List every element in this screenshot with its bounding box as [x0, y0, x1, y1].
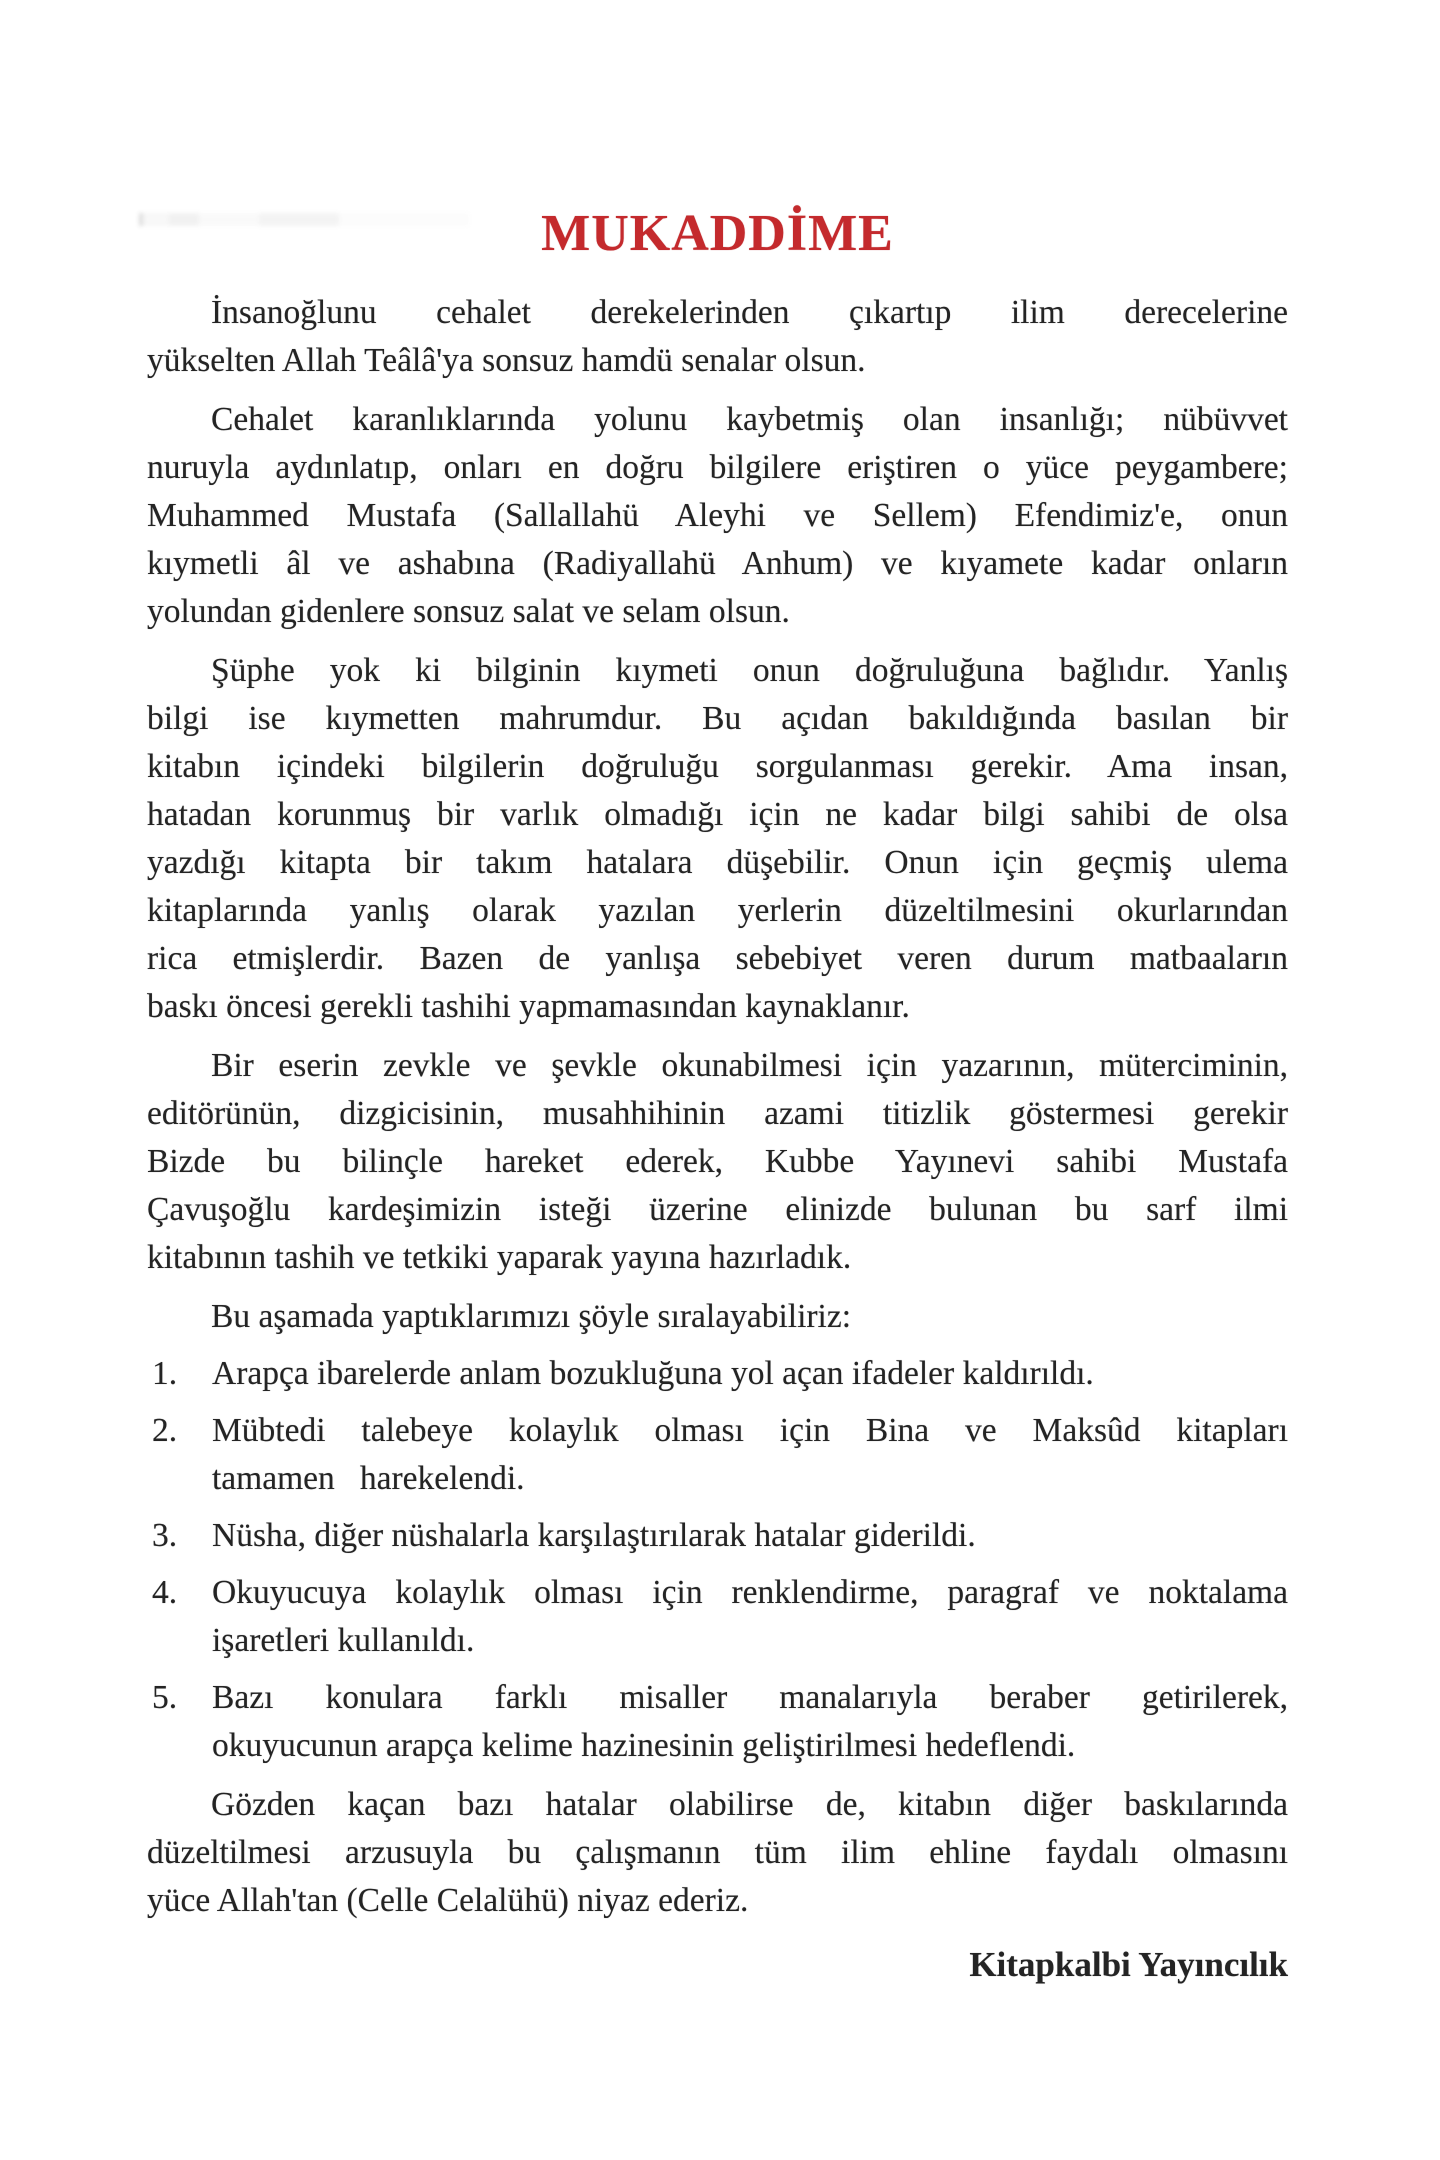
page-title: MUKADDİME [541, 205, 894, 262]
list-item-text [212, 1407, 1288, 1503]
list-marker: 4. [152, 1574, 178, 1611]
paragraph [147, 647, 1288, 1031]
list-item-text [212, 1512, 1288, 1560]
text-line: Gözden kaçan bazı hatalar olabilirse de, kitabın diğer baskılarında [211, 1786, 1288, 1823]
text-line: Nüsha, diğer nüshalarla karşılaştırılarak hatalar giderildi. [212, 1517, 976, 1554]
text-line: işaretleri kullanıldı. [212, 1622, 475, 1659]
text-line: Bir eserin zevkle ve şevkle okunabilmesi için yazarının, müterciminin, [211, 1047, 1288, 1084]
text-line: yüce Allah'tan (Celle Celalühü) niyaz ederiz. [147, 1882, 749, 1919]
text-line: İnsanoğlunu cehalet derekelerinden çıkartıp ilim derecelerine [211, 294, 1288, 331]
text-line: yazdığı kitapta bir takım hatalara düşebilir. Onun için geçmiş ulema [147, 844, 1288, 881]
list-item [147, 1569, 1288, 1665]
paragraph [147, 1042, 1288, 1282]
text-line: baskı öncesi gerekli tashihi yapmamasından kaynaklanır. [147, 988, 910, 1025]
text-line: kitaplarında yanlış olarak yazılan yerlerin düzeltilmesini okurlarından [147, 892, 1288, 929]
text-line: yükselten Allah Teâlâ'ya sonsuz hamdü senalar olsun. [147, 342, 866, 379]
list-item [147, 1674, 1288, 1770]
preface-body [147, 289, 1288, 1989]
text-line: Bazı konulara farklı misaller manalarıyla beraber getirilerek, [212, 1679, 1288, 1716]
text-line: Okuyucuya kolaylık olması için renklendirme, paragraf ve noktalama [212, 1574, 1288, 1611]
text-line: Arapça ibarelerde anlam bozukluğuna yol açan ifadeler kaldırıldı. [212, 1355, 1094, 1392]
list-item-text [212, 1569, 1288, 1665]
text-line: Bu aşamada yaptıklarımızı şöyle sıralayabiliriz: [211, 1298, 852, 1335]
text-line: kıymetli âl ve ashabına (Radiyallahü Anhum) ve kıyamete kadar onların [147, 545, 1288, 582]
text-line: tamamen harekelendi. [212, 1460, 525, 1497]
list-item [147, 1350, 1288, 1398]
text-line: düzeltilmesi arzusuyla bu çalışmanın tüm ilim ehline faydalı olmasını [147, 1834, 1288, 1871]
list-item [147, 1407, 1288, 1503]
text-line: Cehalet karanlıklarında yolunu kaybetmiş olan insanlığı; nübüvvet [211, 401, 1288, 438]
list-marker: 1. [152, 1355, 178, 1392]
text-line: okuyucunun arapça kelime hazinesinin geliştirilmesi hedeflendi. [212, 1727, 1076, 1764]
list-item [147, 1512, 1288, 1560]
text-line: nuruyla aydınlatıp, onları en doğru bilgilere eriştiren o yüce peygambere; [147, 449, 1288, 486]
text-line: Bizde bu bilinçle hareket ederek, Kubbe Yayınevi sahibi Mustafa [147, 1143, 1288, 1180]
list-marker: 5. [152, 1679, 178, 1716]
text-line: Muhammed Mustafa (Sallallahü Aleyhi ve Sellem) Efendimiz'e, onun [147, 497, 1288, 534]
preface-content [147, 205, 1288, 1989]
list-item-text [212, 1350, 1288, 1398]
text-line: Şüphe yok ki bilginin kıymeti onun doğruluğuna bağlıdır. Yanlış [211, 652, 1288, 689]
text-line: Mübtedi talebeye kolaylık olması için Bina ve Maksûd kitapları [212, 1412, 1288, 1449]
list-marker: 3. [152, 1517, 178, 1554]
text-line: bilgi ise kıymetten mahrumdur. Bu açıdan bakıldığında basılan bir [147, 700, 1288, 737]
paragraph [147, 1781, 1288, 1925]
paragraph [147, 396, 1288, 636]
publisher-signature: Kitapkalbi Yayıncılık [969, 1945, 1288, 1984]
list-item-text [212, 1674, 1288, 1770]
text-line: rica etmişlerdir. Bazen de yanlışa sebebiyet veren durum matbaaların [147, 940, 1288, 977]
text-line: editörünün, dizgicisinin, musahhihinin azami titizlik göstermesi gerekir [147, 1095, 1288, 1132]
text-line: kitabın içindeki bilgilerin doğruluğu sorgulanması gerekir. Ama insan, [147, 748, 1288, 785]
text-line: kitabının tashih ve tetkiki yaparak yayına hazırladık. [147, 1239, 852, 1276]
paragraph [147, 289, 1288, 385]
text-line: hatadan korunmuş bir varlık olmadığı için ne kadar bilgi sahibi de olsa [147, 796, 1288, 833]
text-line: Çavuşoğlu kardeşimizin isteği üzerine elinizde bulunan bu sarf ilmi [147, 1191, 1288, 1228]
text-line: yolundan gidenlere sonsuz salat ve selam olsun. [147, 593, 790, 630]
list-marker: 2. [152, 1412, 178, 1449]
paragraph [147, 1293, 1288, 1341]
